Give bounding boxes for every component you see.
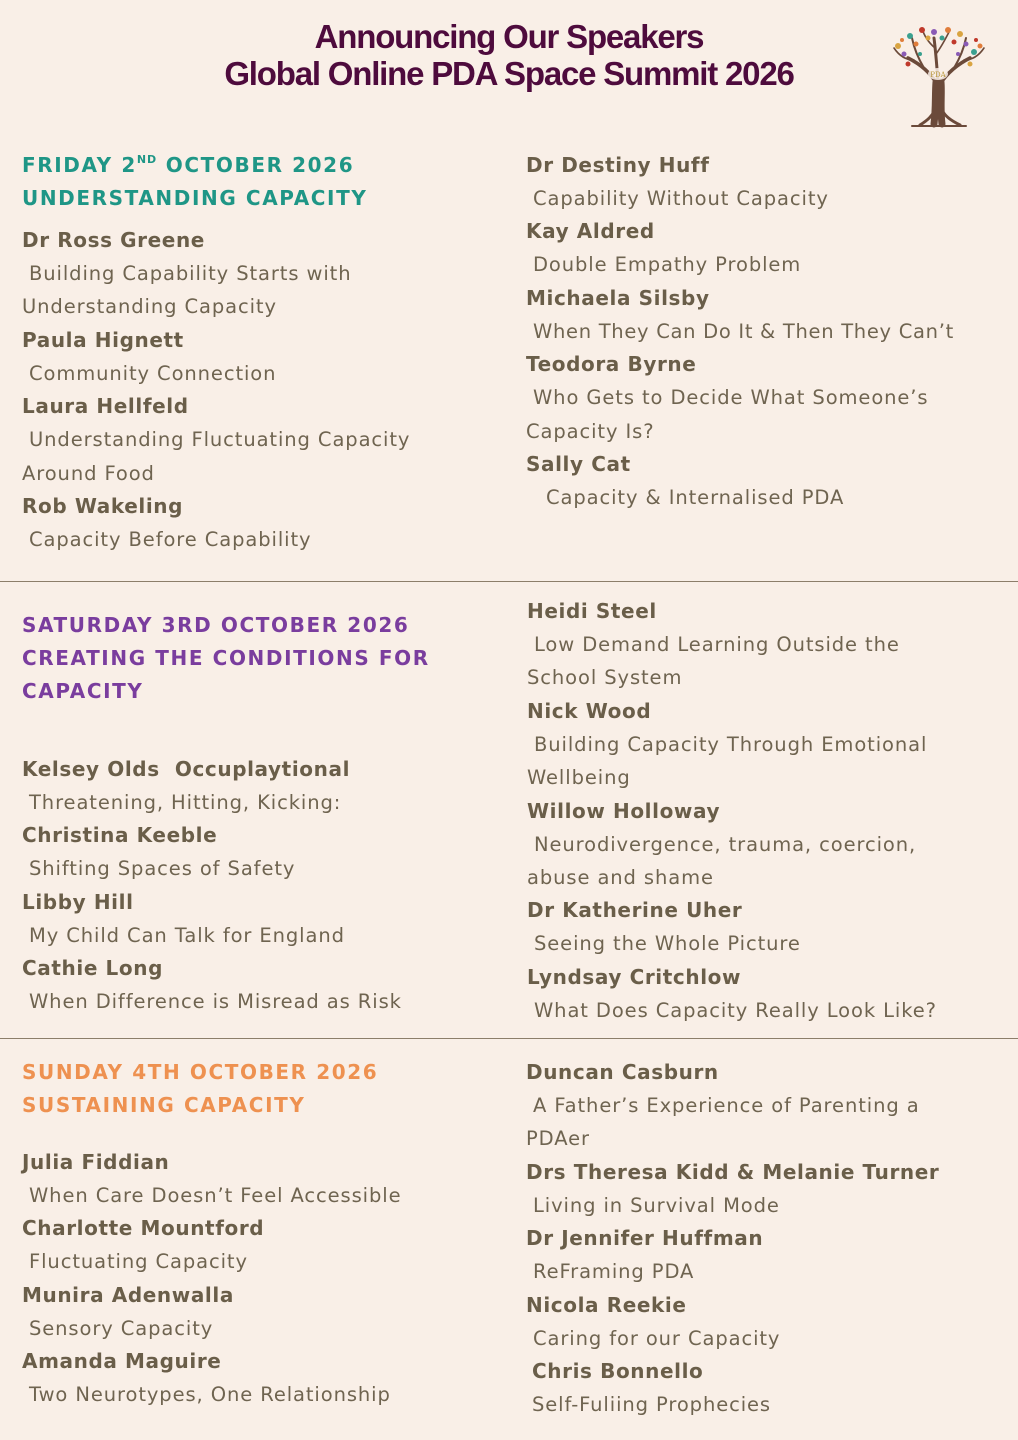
talk-title: Double Empathy Problem	[533, 253, 802, 277]
sunday-theme: SUSTAINING CAPACITY	[22, 1093, 306, 1117]
friday-day-prefix: FRIDAY 2	[22, 153, 137, 177]
saturday-day-heading: SATURDAY 3RD OCTOBER 2026	[22, 613, 410, 637]
talk-title: Self-Fuliing Prophecies	[532, 1393, 771, 1417]
talk-title: What Does Capacity Really Look Like?	[534, 998, 937, 1022]
talk-title: My Child Can Talk for England	[29, 923, 345, 947]
speaker-entry	[526, 1355, 1006, 1421]
speaker-name: Lyndsay Critchlow	[527, 964, 742, 989]
speaker-name: Drs Theresa Kidd & Melanie Turner	[526, 1159, 940, 1184]
speaker-name: Christina Keeble	[22, 823, 218, 848]
friday-day-suffix-sup: ND	[136, 153, 158, 166]
speaker-name: Laura Hellfeld	[22, 394, 189, 419]
speaker-entry	[22, 224, 492, 324]
saturday-left-column	[22, 609, 492, 1019]
speaker-entry	[526, 348, 1006, 448]
talk-title: Capacity & Internalised PDA	[546, 486, 845, 510]
talk-title: Seeing the Whole Picture	[534, 932, 801, 956]
speaker-entry	[22, 753, 492, 819]
talk-title: Two Neurotypes, One Relationship	[29, 1383, 391, 1407]
talk-title: A Father’s Experience of Parenting a PDAer	[526, 1094, 920, 1151]
speaker-name: Nick Wood	[527, 698, 652, 723]
speaker-name: Sally Cat	[526, 452, 631, 477]
speaker-entry	[526, 448, 1006, 514]
speaker-name: Chris Bonnello	[532, 1359, 704, 1384]
talk-title: Shifting Spaces of Safety	[29, 857, 296, 881]
sunday-left-column	[22, 1056, 492, 1412]
speaker-name: Heidi Steel	[527, 599, 657, 623]
speaker-name: Kay Aldred	[526, 219, 655, 244]
logo-text: PDA	[930, 71, 946, 79]
speaker-entry	[22, 886, 492, 952]
speaker-entry	[526, 282, 1006, 348]
talk-title: Capability Without Capacity	[533, 187, 829, 210]
speaker-entry	[526, 1056, 1006, 1156]
friday-theme: UNDERSTANDING CAPACITY	[22, 186, 368, 210]
speaker-entry	[526, 1156, 1006, 1222]
speaker-name: Teodora Byrne	[526, 352, 697, 377]
page-header	[0, 18, 1018, 92]
talk-title: Low Demand Learning Outside the School System	[527, 633, 900, 690]
speaker-name: Julia Fiddian	[22, 1150, 170, 1174]
talk-title: When Difference is Misread as Risk	[29, 990, 402, 1014]
talk-title: Sensory Capacity	[29, 1316, 214, 1340]
friday-right-column	[526, 149, 1006, 514]
talk-title: Threatening, Hitting, Kicking:	[29, 791, 342, 814]
talk-title: Neurodivergence, trauma, coercion, abuse and shame	[527, 832, 917, 890]
speaker-name: Duncan Casburn	[526, 1060, 719, 1084]
speaker-entry	[526, 149, 1006, 215]
title-line-1: Announcing Our Speakers	[314, 18, 704, 55]
speaker-entry	[526, 1222, 1006, 1288]
speaker-entry	[527, 595, 1007, 695]
speaker-name: Michaela Silsby	[526, 285, 710, 310]
speaker-entry	[527, 961, 1007, 1027]
talk-title: When They Can Do It & Then They Can’t	[533, 319, 954, 343]
saturday-right-column	[527, 595, 1007, 1027]
page-title	[0, 18, 1018, 92]
speaker-entry	[527, 695, 1007, 795]
speaker-name: Amanda Maguire	[22, 1349, 222, 1374]
speaker-entry	[22, 819, 492, 885]
friday-left-column	[22, 149, 492, 556]
speaker-name: Dr Katherine Uher	[527, 898, 743, 923]
speaker-name: Rob Wakeling	[22, 494, 184, 519]
speaker-name: Dr Jennifer Huffman	[526, 1226, 764, 1251]
speaker-entry	[22, 952, 492, 1018]
speaker-entry	[526, 1289, 1006, 1355]
speaker-entry	[22, 490, 492, 556]
speaker-entry	[22, 324, 492, 390]
talk-title: When Care Doesn’t Feel Accessible	[29, 1184, 402, 1207]
speaker-name: Kelsey Olds Occuplaytional	[22, 757, 351, 781]
talk-title: Building Capacity Through Emotional Wellbeing	[527, 732, 928, 790]
sunday-right-column	[526, 1056, 1006, 1421]
speaker-entry	[22, 1146, 492, 1212]
speaker-name: Willow Holloway	[527, 798, 721, 823]
talk-title: Who Gets to Decide What Someone’s Capacity Is?	[526, 386, 929, 443]
speaker-name: Charlotte Mountford	[22, 1216, 265, 1241]
saturday-theme: CREATING THE CONDITIONS FOR CAPACITY	[22, 646, 430, 703]
tree-logo-icon	[890, 24, 988, 128]
speaker-name: Dr Destiny Huff	[526, 153, 710, 177]
sunday-day-heading: SUNDAY 4TH OCTOBER 2026	[22, 1060, 379, 1084]
talk-title: Fluctuating Capacity	[29, 1250, 248, 1274]
section-divider	[0, 1038, 1018, 1039]
speaker-name: Libby Hill	[22, 889, 134, 914]
speaker-entry	[527, 894, 1007, 960]
speaker-name: Cathie Long	[22, 956, 163, 981]
speaker-name: Dr Ross Greene	[22, 228, 205, 252]
talk-title: Caring for our Capacity	[533, 1326, 781, 1350]
speaker-entry	[22, 1212, 492, 1278]
friday-day-heading	[22, 149, 492, 182]
section-divider	[0, 581, 1018, 582]
talk-title: Capacity Before Capability	[29, 528, 312, 552]
friday-day-month: OCTOBER 2026	[157, 153, 355, 177]
title-line-2: Global Online PDA Space Summit 2026	[224, 55, 794, 92]
speaker-name: Munira Adenwalla	[22, 1282, 234, 1307]
talk-title: Community Connection	[29, 361, 277, 385]
talk-title: ReFraming PDA	[533, 1260, 695, 1284]
talk-title: Living in Survival Mode	[533, 1193, 780, 1217]
talk-title: Understanding Fluctuating Capacity Around Food	[22, 428, 411, 485]
speaker-entry	[22, 1345, 492, 1411]
speaker-name: Nicola Reekie	[526, 1292, 687, 1317]
speaker-entry	[22, 1279, 492, 1345]
speaker-name: Paula Hignett	[22, 327, 184, 352]
speaker-entry	[526, 215, 1006, 281]
speaker-entry	[527, 795, 1007, 895]
talk-title: Building Capability Starts with Understanding Capacity	[22, 262, 352, 319]
speaker-entry	[22, 390, 492, 490]
